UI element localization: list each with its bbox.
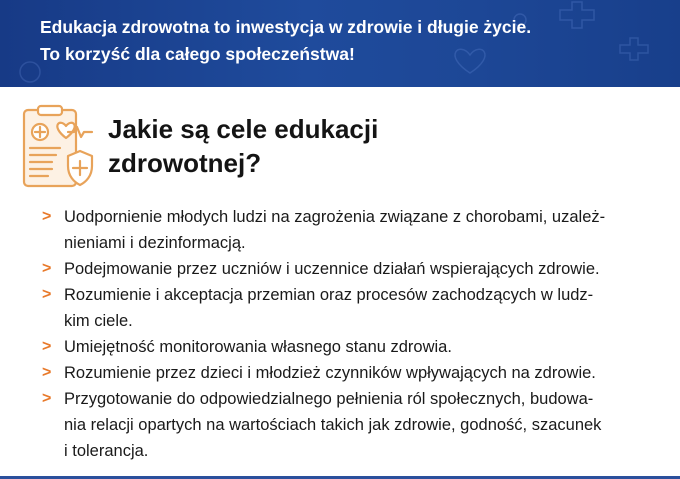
banner-line-1: Edukacja zdrowotna to inwestycja w zdrowie i długie życie.	[40, 17, 532, 37]
list-item	[42, 386, 642, 464]
list-item-line: Uodpornienie młodych ludzi na zagrożenia związane z chorobami, uzależ-	[64, 208, 606, 226]
chevron-right-icon: >	[42, 208, 52, 225]
list-item-line: Umiejętność monitorowania własnego stanu zdrowia.	[64, 338, 452, 356]
list-item-line: nieniami i dezinformacją.	[64, 234, 246, 252]
section-title	[108, 112, 508, 180]
list-item-line: Rozumienie przez dzieci i młodzież czynników wpływających na zdrowie.	[64, 364, 596, 382]
list-item-line: nia relacji opartych na wartościach takich jak zdrowie, godność, szacunek	[64, 416, 602, 434]
chevron-right-icon: >	[42, 390, 52, 407]
banner-text	[40, 14, 660, 68]
banner-line-2: To korzyść dla całego społeczeństwa!	[40, 44, 355, 64]
list-item	[42, 334, 642, 360]
list-item-line: Przygotowanie do odpowiedzialnego pełnienia ról społecznych, budowa-	[64, 390, 594, 408]
list-item	[42, 360, 642, 386]
health-clipboard-icon	[18, 104, 98, 190]
section-title-line-2: zdrowotnej?	[108, 148, 262, 178]
section-title-line-1: Jakie są cele edukacji	[108, 114, 379, 144]
chevron-right-icon: >	[42, 260, 52, 277]
list-item-line: Rozumienie i akceptacja przemian oraz procesów zachodzących w ludz-	[64, 286, 594, 304]
list-item-line: kim ciele.	[64, 312, 133, 330]
list-item-line: Podejmowanie przez uczniów i uczennice działań wspierających zdrowie.	[64, 260, 600, 278]
chevron-right-icon: >	[42, 286, 52, 303]
list-item	[42, 204, 642, 256]
header-banner	[0, 0, 680, 87]
goals-list	[42, 204, 642, 464]
chevron-right-icon: >	[42, 364, 52, 381]
list-item-line: i tolerancja.	[64, 442, 149, 460]
list-item	[42, 256, 642, 282]
chevron-right-icon: >	[42, 338, 52, 355]
list-item	[42, 282, 642, 334]
